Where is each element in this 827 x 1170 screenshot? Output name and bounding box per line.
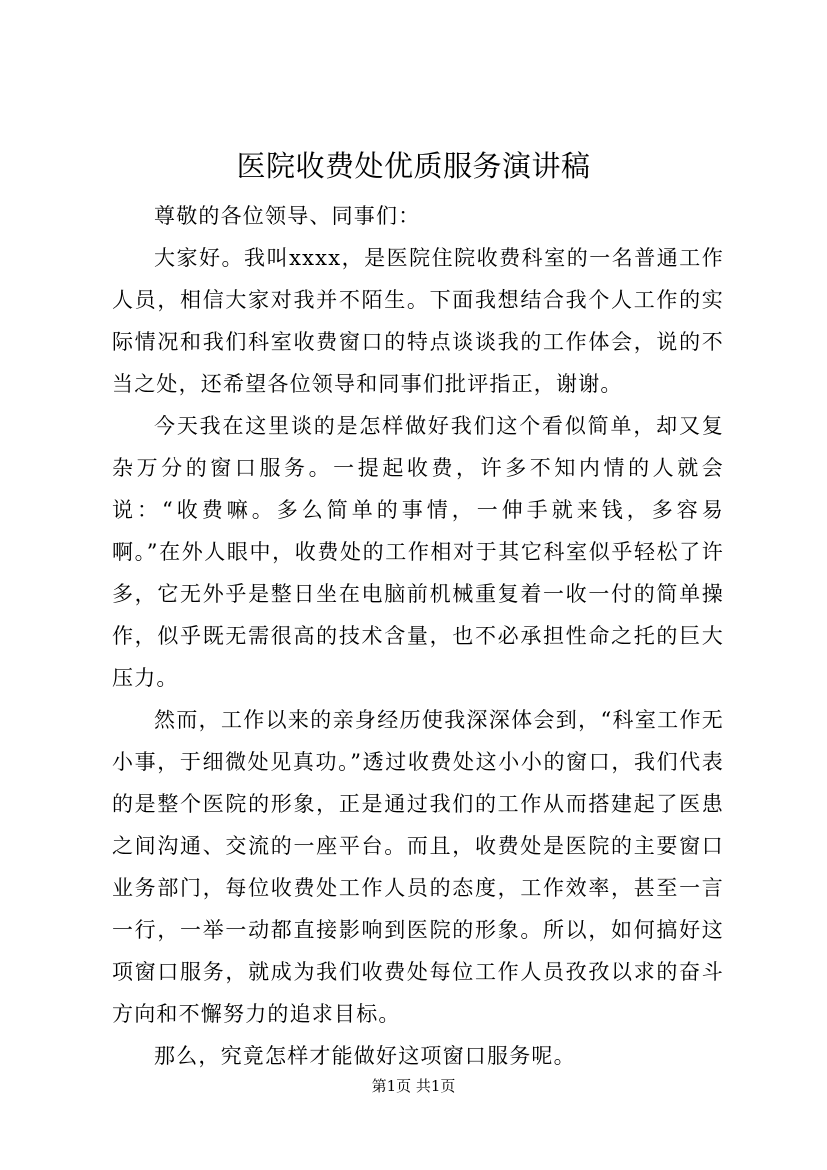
page-footer: 第1页 共1页 (371, 1077, 456, 1095)
body-paragraph-2: 今天我在这里谈的是怎样做好我们这个看似简单，却又复杂万分的窗口服务。一提起收费，许多不知内情的人就会说：“收费嘛。多么简单的事情，一伸手就来钱，多容易啊。”在外人眼中，收费处的工作相对于其它科室似乎轻松了许多，它无外乎是整日坐在电脑前机械重复着一收一付的简单操作，似乎既无需很高的技术含量，也不必承担性命之托的巨大压力。 (112, 414, 724, 690)
salutation-paragraph: 尊敬的各位领导、同事们： (154, 204, 421, 228)
document-title: 医院收费处优质服务演讲稿 (236, 149, 591, 183)
document-body (112, 195, 724, 1077)
body-paragraph-3: 然而，工作以来的亲身经历使我深深体会到，“科室工作无小事，于细微处见真功。”透过收费处这小小的窗口，我们代表的是整个医院的形象，正是通过我们的工作从而搭建起了医患之间沟通、交流的一座平台。而且，收费处是医院的主要窗口业务部门，每位收费处工作人员的态度，工作效率，甚至一言一行，一举一动都直接影响到医院的形象。所以，如何搞好这项窗口服务，就成为我们收费处每位工作人员孜孜以求的奋斗方向和不懈努力的追求目标。 (112, 708, 724, 1026)
body-paragraph-1: 大家好。我叫xxxx，是医院住院收费科室的一名普通工作人员，相信大家对我并不陌生。下面我想结合我个人工作的实际情况和我们科室收费窗口的特点谈谈我的工作体会，说的不当之处，还希望各位领导和同事们批评指正，谢谢。 (112, 246, 724, 396)
body-paragraph-4: 那么，究竟怎样才能做好这项窗口服务呢。 (154, 1044, 576, 1068)
